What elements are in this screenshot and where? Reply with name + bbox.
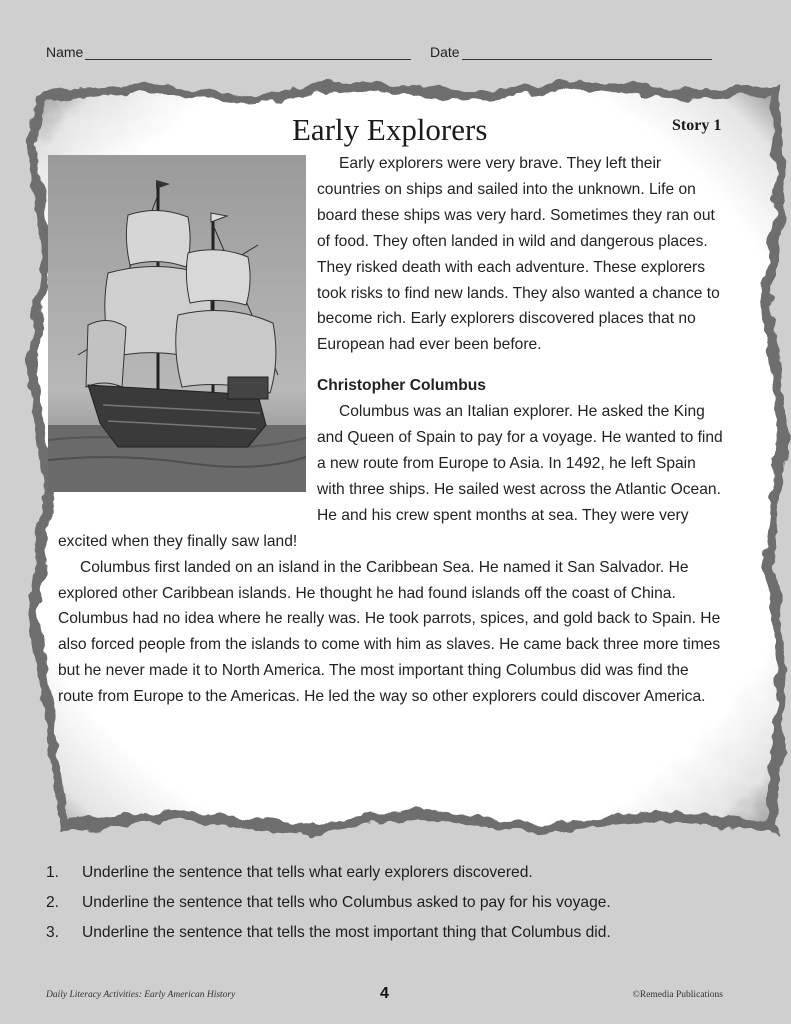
columbus-paragraph-2: Columbus first landed on an island in the Caribbean Sea. He named it San Salvador. He explored other Caribbean islands. He thought he had found islands off the coast of China. Columbus had no idea where he really was. He took parrots, spices, and gold back to Spain. He also forced people from the islands to come with him as slaves. He came back three more times but he never made it to North America. The most important thing Columbus did was find the route from Europe to the Americas. He led the way so other explorers could discover America. [58,558,721,706]
intro-paragraph: Early explorers were very brave. They left their countries on ships and sailed into the unknown. Life on board these ships was very hard. Sometimes they ran out of food. They often landed in wild and dangerous places. They risked death with each adventure. These explorers took risks to find new lands. They also wanted a chance to become rich. Early explorers discovered places that no European had ever been before. [317,155,720,354]
question-text: Underline the sentence that tells the most important thing that Columbus did. [82,924,611,941]
story-title: Early Explorers [292,112,488,147]
story-number: Story 1 [672,117,722,134]
name-line [85,45,411,60]
question-item [46,891,736,915]
question-item [46,861,736,885]
date-field[interactable] [430,44,722,60]
question-text: Underline the sentence that tells who Columbus asked to pay for his voyage. [82,894,611,911]
footer-book-title: Daily Literacy Activities: Early American History [46,990,236,1000]
page-number: 4 [380,985,389,1002]
footer-publisher: ©Remedia Publications [632,990,723,1000]
question-number: 1. [46,864,60,881]
date-line [462,45,712,60]
question-number: 2. [46,894,60,911]
name-label: Name [46,44,84,60]
questions-list [46,861,736,951]
story-body [58,151,724,710]
section-heading: Christopher Columbus [317,377,486,395]
page-footer [46,985,723,1006]
header-fields [46,44,721,66]
question-item [46,921,736,945]
date-label: Date [430,44,460,60]
name-field[interactable] [46,44,418,60]
columbus-paragraph-1: Columbus was an Italian explorer. He asked the King and Queen of Spain to pay for a voyage. He wanted to find a new route from Europe to Asia. In 1492, he left Spain with three ships. He sailed west across the Atlantic Ocean. He and his crew spent months at sea. They were very excited when they finally saw land! [58,403,723,550]
question-text: Underline the sentence that tells what early explorers discovered. [82,864,533,881]
question-number: 3. [46,924,60,941]
